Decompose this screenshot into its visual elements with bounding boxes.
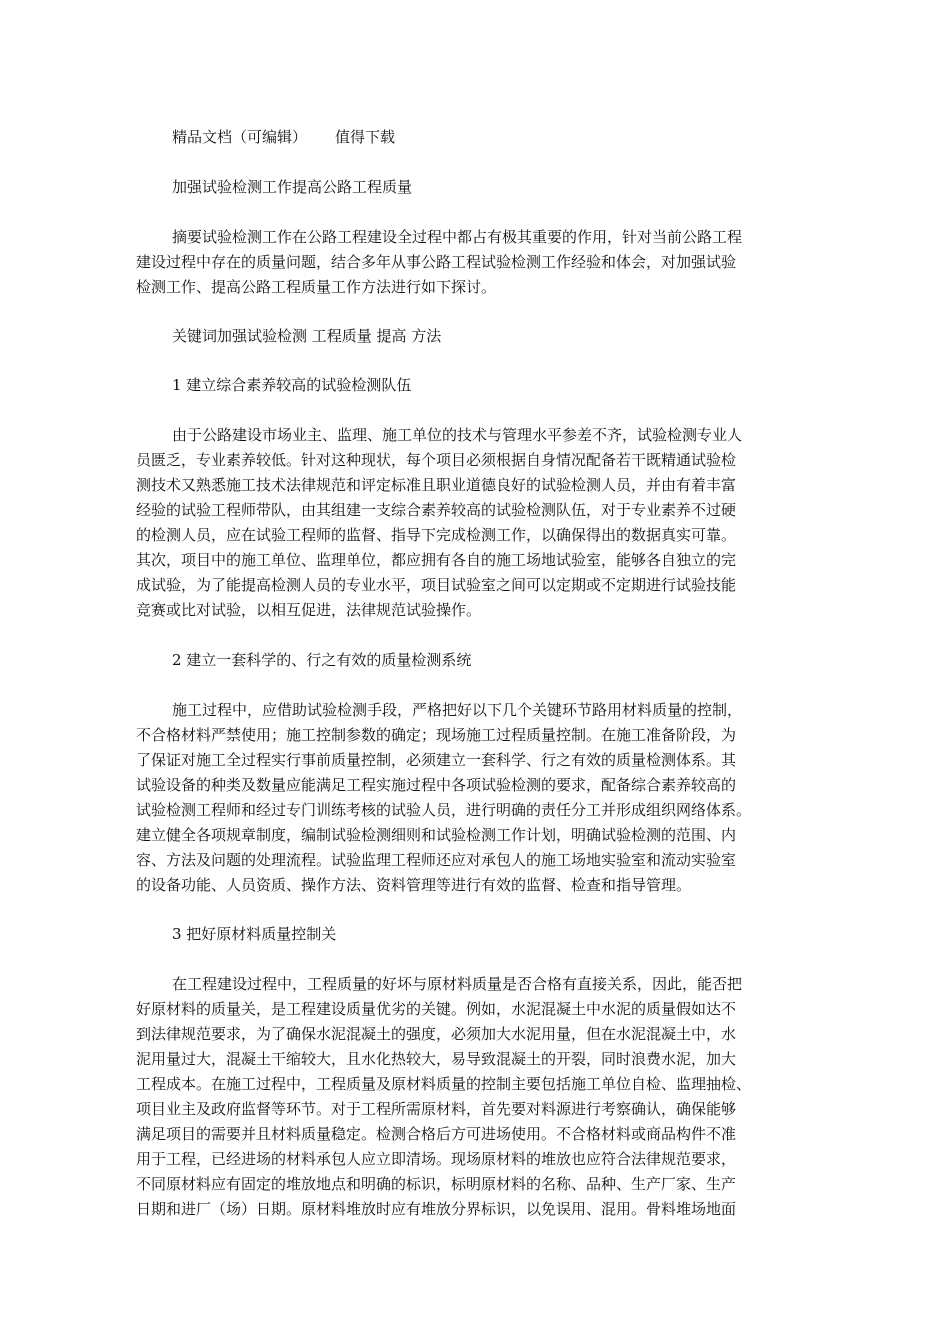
section-1-line-8: 竞赛或比对试验，以相互促进，法律规范试验操作。 bbox=[136, 601, 482, 619]
section-1-line-5: 的检测人员，应在试验工程师的监督、指导下完成检测工作，以确保得出的数据真实可靠。 bbox=[136, 526, 737, 544]
section-3-line-10: 日期和进厂（场）日期。原材料堆放时应有堆放分界标识，以免误用、混用。骨料堆场地面 bbox=[136, 1200, 737, 1218]
header-line bbox=[172, 125, 818, 149]
header-right: 值得下载 bbox=[335, 128, 396, 146]
section-1-heading: 1 建立综合素养较高的试验检测队伍 bbox=[172, 376, 412, 394]
document-title: 加强试验检测工作提高公路工程质量 bbox=[172, 178, 413, 196]
section-3-heading: 3 把好原材料质量控制关 bbox=[172, 925, 337, 943]
section-2-line-4: 试验设备的种类及数量应能满足工程实施过程中各项试验检测的要求，配备综合素养较高的 bbox=[136, 776, 737, 794]
section-1-line-2: 员匮乏，专业素养较低。针对这种现状，每个项目必须根据自身情况配备若干既精通试验检 bbox=[136, 451, 737, 469]
section-1-line-7: 成试验，为了能提高检测人员的专业水平，项目试验室之间可以定期或不定期进行试验技能 bbox=[136, 576, 737, 594]
section-2-line-8: 的设备功能、人员资质、操作方法、资料管理等进行有效的监督、检查和指导管理。 bbox=[136, 876, 692, 894]
keywords: 关键词加强试验检测 工程质量 提高 方法 bbox=[172, 327, 442, 345]
section-2-line-3: 了保证对施工全过程实行事前质量控制，必须建立一套科学、行之有效的质量检测体系。其 bbox=[136, 751, 737, 769]
section-2-line-7: 容、方法及问题的处理流程。试验监理工程师还应对承包人的施工场地实验室和流动实验室 bbox=[136, 851, 737, 869]
section-2-line-2: 不合格材料严禁使用；施工控制参数的确定；现场施工过程质量控制。在施工准备阶段，为 bbox=[136, 726, 737, 744]
section-1-line-6: 其次，项目中的施工单位、监理单位，都应拥有各自的施工场地试验室，能够各自独立的完 bbox=[136, 551, 737, 569]
abstract-line-2: 建设过程中存在的质量问题，结合多年从事公路工程试验检测工作经验和体会，对加强试验 bbox=[136, 253, 737, 271]
section-3-line-2: 好原材料的质量关，是工程建设质量优劣的关键。例如，水泥混凝土中水泥的质量假如达不 bbox=[136, 1000, 737, 1018]
section-3-line-7: 满足项目的需要并且材料质量稳定。检测合格后方可进场使用。不合格材料或商品构件不准 bbox=[136, 1125, 737, 1143]
abstract-line-3: 检测工作、提高公路工程质量工作方法进行如下探讨。 bbox=[136, 278, 497, 296]
section-1-line-1: 由于公路建设市场业主、监理、施工单位的技术与管理水平参差不齐，试验检测专业人 bbox=[172, 426, 743, 444]
section-1-line-4: 经验的试验工程师带队，由其组建一支综合素养较高的试验检测队伍，对于专业素养不过硬 bbox=[136, 501, 737, 519]
section-2-line-1: 施工过程中，应借助试验检测手段，严格把好以下几个关键环节路用材料质量的控制， bbox=[172, 701, 743, 719]
section-2-heading: 2 建立一套科学的、行之有效的质量检测系统 bbox=[172, 651, 472, 669]
header-left: 精品文档（可编辑） bbox=[172, 128, 308, 146]
section-3-line-8: 用于工程，已经进场的材料承包人应立即清场。现场原材料的堆放也应符合法律规范要求， bbox=[136, 1150, 737, 1168]
section-3-line-4: 泥用量过大，混凝土干缩较大，且水化热较大，易导致混凝土的开裂，同时浪费水泥，加大 bbox=[136, 1050, 737, 1068]
section-3-line-9: 不同原材料应有固定的堆放地点和明确的标识，标明原材料的名称、品种、生产厂家、生产 bbox=[136, 1175, 737, 1193]
section-3-line-1: 在工程建设过程中，工程质量的好坏与原材料质量是否合格有直接关系，因此，能否把 bbox=[172, 975, 743, 993]
section-3-line-5: 工程成本。在施工过程中，工程质量及原材料质量的控制主要包括施工单位自检、监理抽检、 bbox=[136, 1075, 752, 1093]
section-2-line-6: 建立健全各项规章制度，编制试验检测细则和试验检测工作计划，明确试验检测的范围、内 bbox=[136, 826, 737, 844]
section-3-line-6: 项目业主及政府监督等环节。对于工程所需原材料，首先要对料源进行考察确认，确保能够 bbox=[136, 1100, 737, 1118]
abstract-line-1: 摘要试验检测工作在公路工程建设全过程中都占有极其重要的作用，针对当前公路工程 bbox=[172, 228, 743, 246]
section-3-line-3: 到法律规范要求，为了确保水泥混凝土的强度，必须加大水泥用量，但在水泥混凝土中，水 bbox=[136, 1025, 737, 1043]
section-2-line-5: 试验检测工程师和经过专门训练考核的试验人员，进行明确的责任分工并形成组织网络体系。 bbox=[136, 801, 752, 819]
section-1-line-3: 测技术又熟悉施工技术法律规范和评定标准且职业道德良好的试验检测人员，并由有着丰富 bbox=[136, 476, 737, 494]
